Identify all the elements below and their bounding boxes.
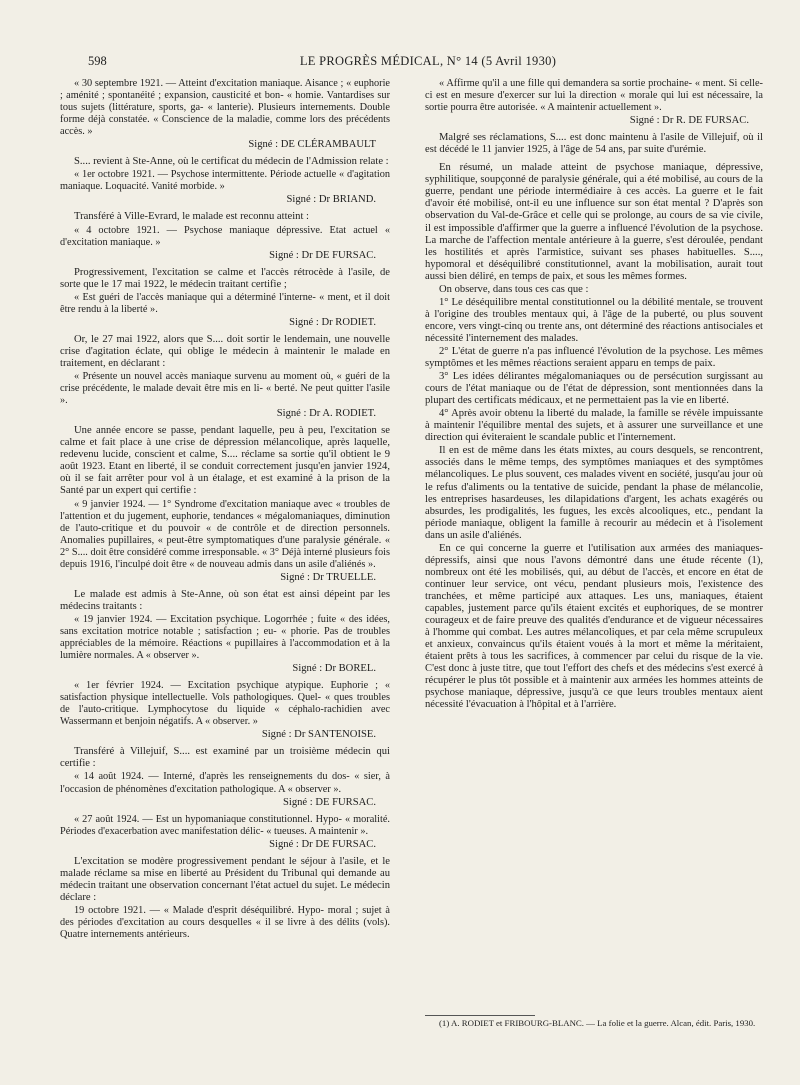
journal-title: LE PROGRÈS MÉDICAL, N° 14 (5 Avril 1930) (299, 54, 557, 68)
paragraph: 3° Les idées délirantes mégalomaniaques ou de persécution surgissant au cours de l'état maniaque ou de l'état de dépression, sont mentionnées dans la plupart des certificats médicaux, et ne permettaient pas la vie en liberté. (425, 371, 763, 407)
right-column (425, 78, 763, 712)
paragraph: Malgré ses réclamations, S.... est donc maintenu à l'asile de Villejuif, où il est décédé le 11 janvier 1925, à l'âge de 54 ans, par suite d'urémie. (425, 132, 763, 156)
paragraph: Transféré à Ville-Evrard, le malade est reconnu atteint : (74, 211, 309, 223)
signature-line: Signé : Dr BOREL. (292, 663, 376, 675)
paragraph: On observe, dans tous ces cas que : (439, 283, 589, 295)
paragraph: En ce qui concerne la guerre et l'utilisation aux armées des maniaques-dépressifs, ainsi que nous l'avons démontré dans une étude récente (1), nombreux ont été les mobilisés, qui, au début de l'accès, et encore en état de continuer leur service, ont vécu, pendant plusieurs mois, l'existence des tranchées, et même participé aux attaques. Les uns, maniaques, étaient capables, justement parce qu'ils étaient excités et euphoriques, de se montrer courageux et de faire preuve des qualités d'endurance et de vigueur nécessaires à l'homme qui combat. Les autres mélancoliques, et par cela même scrupuleux et anxieux, convaincus qu'ils étaient voués à la mort et même la méritaient, étaient prêts à tous les sacrifices, à commencer par celui du risque de la vie. C'est donc à juste titre, que tout l'effort des chefs et des médecins s'est exercé à récupérer le plus tôt possible et à maintenir aux armées les hommes atteints de psychose maniaque, dépressive, jusqu'à ce que leurs troubles mentaux aient nécessité l'évacuation à l'hôpital et à l'arrière. (425, 542, 763, 711)
certificate-quote: « 1er février 1924. — Excitation psychique atypique. Euphorie ; « satisfaction physique intellectuelle. Vols pathologiques. Quel- « ques troubles de l'auto-critique. Lymphocytose du liquide « céphalo-rachidien avec Wassermann et benjoin négatifs. A « observer. » (60, 680, 390, 728)
certificate-quote: « 14 août 1924. — Interné, d'après les renseignements du dos- « sier, à l'occasion de phénomènes d'excitation pathologique. A « observer ». (60, 771, 390, 795)
paragraph: 2° L'état de guerre n'a pas influencé l'évolution de la psychose. Les mêmes symptômes et les mêmes réactions seraient apparu en temps de paix. (425, 345, 763, 370)
paragraph: Or, le 27 mai 1922, alors que S.... doit sortir le lendemain, une nouvelle crise d'agitation éclate, qui oblige le médecin à maintenir le malade en traitement, en déclarant : (60, 333, 390, 369)
signature-line: Signé : Dr DE FURSAC. (269, 838, 376, 850)
certificate-quote: « 30 septembre 1921. — Atteint d'excitation maniaque. Aisance ; « euphorie ; aménité ; spontanéité ; expansion, causticité et bon- « homie. Vantardises sur tous sujets (littérature, sports, ga- « lanterie). Plusieurs internements. Double forme déjà constatée. « Conscience de la maladie, comme lors des précédents accès. » (60, 78, 390, 138)
signature-line: Signé : Dr A. RODIET. (276, 408, 376, 420)
signature-line: Signé : DE CLÉRAMBAULT (248, 139, 376, 151)
certificate-quote: « 1er octobre 1921. — Psychose intermittente. Période actuelle « d'agitation maniaque. Loquacité. Vanité morbide. » (60, 169, 390, 193)
signature-line: Signé : Dr SANTENOISE. (261, 729, 376, 741)
paragraph: 1° Le déséquilibre mental constitutionnel ou la débilité mentale, se trouvent à l'origine des troubles mentaux qui, à l'âge de la puberté, ou plus souvent encore, vers vingt-cinq ou trente ans, ont déterminé des réactions antisociales et nécessité l'internement des malades. (425, 296, 763, 344)
certificate-quote: « Affirme qu'il a une fille qui demandera sa sortie prochaine- « ment. Si celle-ci est en mesure d'exercer sur lui la direction « morale qui lui est nécessaire, la sortie pourra être autorisée. « A maintenir actuellement ». (425, 78, 763, 114)
certificate-quote: « 27 août 1924. — Est un hypomaniaque constitutionnel. Hypo- « moralité. Périodes d'exacerbation avec manifestation délic- « tueuses. A maintenir ». (60, 813, 390, 837)
signature-line: Signé : Dr BRIAND. (286, 194, 376, 206)
paragraph: 4° Après avoir obtenu la liberté du malade, la famille se révèle impuissante à maintenir l'équilibre mental des sujets, et à assurer une surveillance et une direction qui éviteraient le scandale public et l'internement. (425, 408, 763, 444)
signature-line: Signé : Dr RODIET. (289, 316, 376, 328)
footnote: (1) A. RODIET et FRIBOURG-BLANC. — La folie et la guerre. Alcan, édit. Paris, 1930. (439, 1018, 756, 1028)
paragraph: S.... revient à Ste-Anne, où le certificat du médecin de l'Admission relate : (74, 156, 389, 168)
signature-line: Signé : DE FURSAC. (282, 796, 376, 808)
paragraph: Le malade est admis à Ste-Anne, où son état est ainsi dépeint par les médecins traitants : (60, 588, 390, 612)
paragraph: Transféré à Villejuif, S.... est examiné par un troisième médecin qui certifie : (60, 746, 390, 770)
certificate-quote: « 4 octobre 1921. — Psychose maniaque dépressive. Etat actuel « d'excitation maniaque. » (60, 224, 390, 248)
page-number: 598 (88, 54, 107, 68)
paragraph: L'excitation se modère progressivement pendant le séjour à l'asile, et le malade réclame sa mise en liberté au Président du Tribunal qui demande au médecin traitant une observation concernant l'état actuel du sujet. Le médecin déclare : (60, 855, 390, 903)
paragraph: Une année encore se passe, pendant laquelle, peu à peu, l'excitation se calme et fait place à une crise de dépression mélancolique, après laquelle, redevenu lucide, conscient et calme, S.... réclame sa sortie qu'il obtient le 9 août 1923. Etant en liberté, il se conduit correctement jusqu'en janvier 1924, où il se fait arrêter pour vol à un étalage, et est examiné à la prison de la Santé par un expert qui certifie : (60, 425, 390, 497)
certificate-quote: 19 octobre 1921. — « Malade d'esprit déséquilibré. Hypo- moral ; sujet à des périodes d'excitation au cours desquelles « il se livre à des délits (vols). Quatre internements antérieurs. (60, 904, 390, 941)
signature-line: Signé : Dr R. DE FURSAC. (629, 115, 749, 127)
footnote-rule (425, 1015, 535, 1016)
signature-line: Signé : Dr DE FURSAC. (269, 249, 376, 261)
left-column (60, 78, 390, 942)
certificate-quote: « 9 janvier 1924. — 1° Syndrome d'excitation maniaque avec « troubles de l'attention et du jugement, euphorie, tendances « mégalomaniaques, diminution de l'auto-critique et du pouvoir « de contrôle et de direction personnels. Anomalies pupillaires, « peut-être symptomatiques d'une paralysie générale. « 2° S.... doit être considéré comme irresponsable. « 3° Déjà interné plusieurs fois depuis 1916, l'inculpé doit être « de nouveau admis dans un asile d'aliénés ». (60, 498, 390, 570)
paragraph: Il en est de même dans les états mixtes, au cours desquels, se rencontrent, associés dans le même temps, des symptômes maniaques et des symptômes mélancoliques. Le plus souvent, ces malades vivent en société, jusqu'au jour où le refus d'aliments ou la tentative de suicide, pendant la phase de mélancolie, les entreprises hasardeuses, les dilapidations d'argent, les achats exagérés ou absurdes, les prodigalités, les fugues, les excès alcooliques, etc., pendant la période maniaque, obligent la famille à recourir au médecin et à l'isolement dans un asile d'aliénés. (425, 445, 763, 541)
running-header (88, 54, 768, 72)
certificate-quote: « Est guéri de l'accès maniaque qui a déterminé l'interne- « ment, et il doit être rendu à la liberté ». (60, 291, 390, 315)
paragraph: Progressivement, l'excitation se calme et l'accès rétrocède à l'asile, de sorte que le 17 mai 1922, le médecin traitant certifie ; (60, 266, 390, 290)
paragraph: En résumé, un malade atteint de psychose maniaque, dépressive, syphilitique, soupçonné de paralysie générale, qui a été mobilisé, au cours de la guerre, pendant une période intermédiaire à ces accès. La guerre et le fait d'avoir été mobilisé, ont-il eu une influence sur son état mental ? D'après son observation du Val-de-Grâce et celle qui se prolonge, au cours de sa vie civile, il est impossible d'affirmer que la guerre a influencé l'évolution de la psychose. La marche de l'affection mentale antérieure à la guerre, s'est déroulée, pendant les hostilités et après l'armistice, suivant ses phases habituelles. S...., hypomoral et déséquilibré constitutionnel, avant la mobilisation, aurait tout aussi bien déliré, en temps de paix, et sous les mêmes formes. (425, 162, 763, 282)
certificate-quote: « Présente un nouvel accès maniaque survenu au moment où, « guéri de la crise précédente, le malade devait être mis en li- « berté. Ne peut quitter l'asile ». (60, 371, 390, 407)
certificate-quote: « 19 janvier 1924. — Excitation psychique. Logorrhée ; fuite « des idées, sans excitation motrice notable ; satisfaction ; eu- « phorie. Pas de troubles appréciables de la mémoire. Réactions « pupillaires à l'accommodation et à la lumière normales. A « observer ». (60, 613, 390, 662)
signature-line: Signé : Dr TRUELLE. (280, 571, 376, 583)
